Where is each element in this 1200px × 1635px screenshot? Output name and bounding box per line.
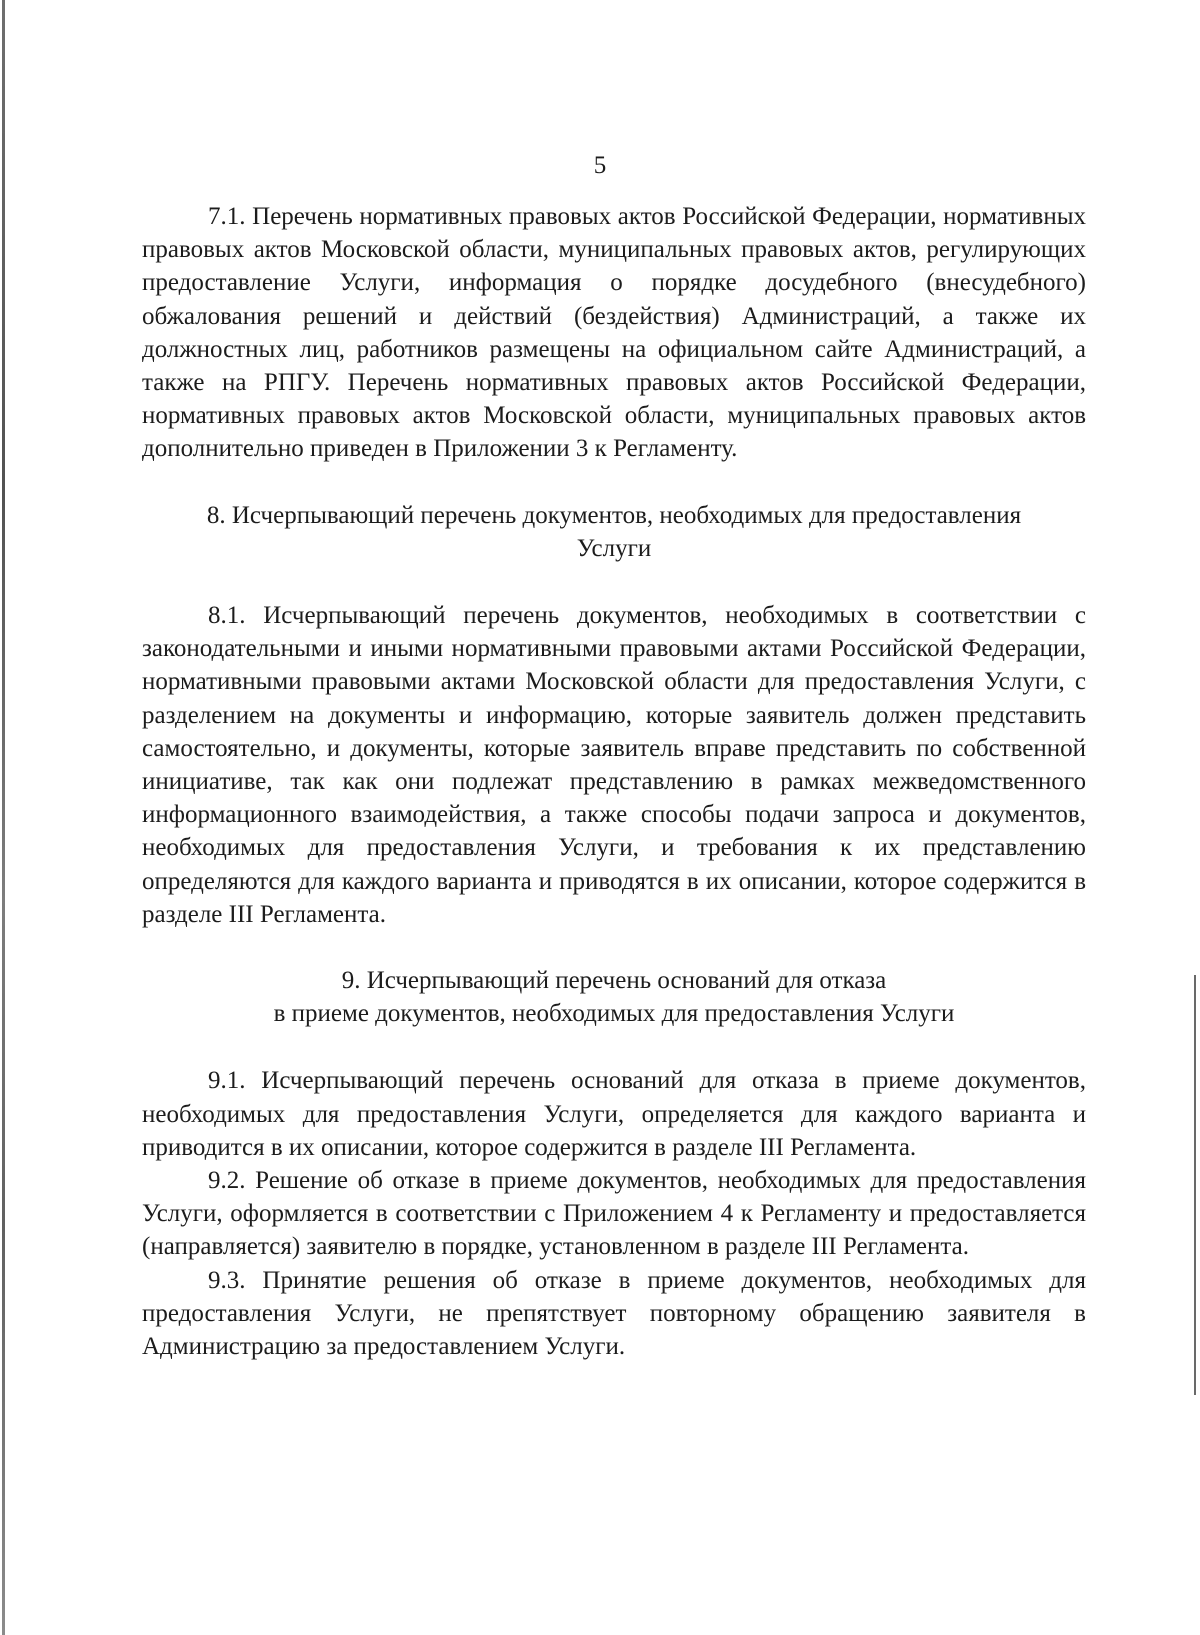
scan-edge-right [1194, 975, 1196, 1395]
section-heading-9-line-1: 9. Исчерпывающий перечень оснований для отказа [341, 967, 887, 995]
scan-edge-left [2, 0, 5, 1635]
section-heading-8-line-1: 8. Исчерпывающий перечень документов, необходимых для предоставления [206, 501, 1022, 529]
paragraph-7-1: 7.1. Перечень нормативных правовых актов Российской Федерации, нормативных правовых актов Московской области, муниципальных правовых актов, регулирующих предоставление Услуги, информация о порядке досудебного (внесудебного) обжалования решений и действий (бездействия) Администраций, а также их должностных лиц, работников размещены на официальном сайте Администраций, а также на РПГУ. Перечень нормативных правовых актов Российской Федерации, нормативных правовых актов Московской области, муниципальных правовых актов дополнительно приведен в Приложении 3 к Регламенту. [142, 203, 1086, 463]
section-heading-9 [142, 964, 1086, 1030]
paragraph-8-1: 8.1. Исчерпывающий перечень документов, необходимых в соответствии с законодательными и иными нормативными правовыми актами Российской Федерации, нормативными правовыми актами Московской области для предоставления Услуги, с разделением на документы и информацию, которые заявитель должен представить самостоятельно, и документы, которые заявитель вправе представить по собственной инициативе, так как они подлежат представлению в рамках межведомственного информационного взаимодействия, а также способы подачи запроса и документов, необходимых для предоставления Услуги, и требования к их представлению определяются для каждого варианта и приводятся в их описании, которое содержится в разделе III Регламента. [142, 602, 1086, 928]
spacer [142, 931, 1086, 964]
document-body [142, 200, 1086, 1363]
spacer [142, 565, 1086, 599]
paragraph-9-3: 9.3. Принятие решения об отказе в приеме документов, необходимых для предоставления Услуги, не препятствует повторному обращению заявителя в Администрацию за предоставлением Услуги. [142, 1266, 1086, 1361]
page-number: 5 [593, 152, 607, 179]
paragraph-9-1: 9.1. Исчерпывающий перечень оснований для отказа в приеме документов, необходимых для предоставления Услуги, определяется для каждого варианта и приводится в их описании, которое содержится в разделе III Регламента. [142, 1067, 1086, 1161]
spacer [142, 466, 1086, 499]
paragraph-9-2: 9.2. Решение об отказе в приеме документов, необходимых для предоставления Услуги, оформляется в соответствии с Приложением 4 к Регламенту и предоставляется (направляется) заявителю в порядке, установленном в разделе III Регламента. [142, 1167, 1086, 1261]
section-heading-8 [142, 499, 1086, 565]
spacer [142, 1030, 1086, 1064]
section-heading-9-line-2: в приеме документов, необходимых для предоставления Услуги [273, 1000, 955, 1028]
section-heading-8-line-2: Услуги [576, 534, 652, 562]
